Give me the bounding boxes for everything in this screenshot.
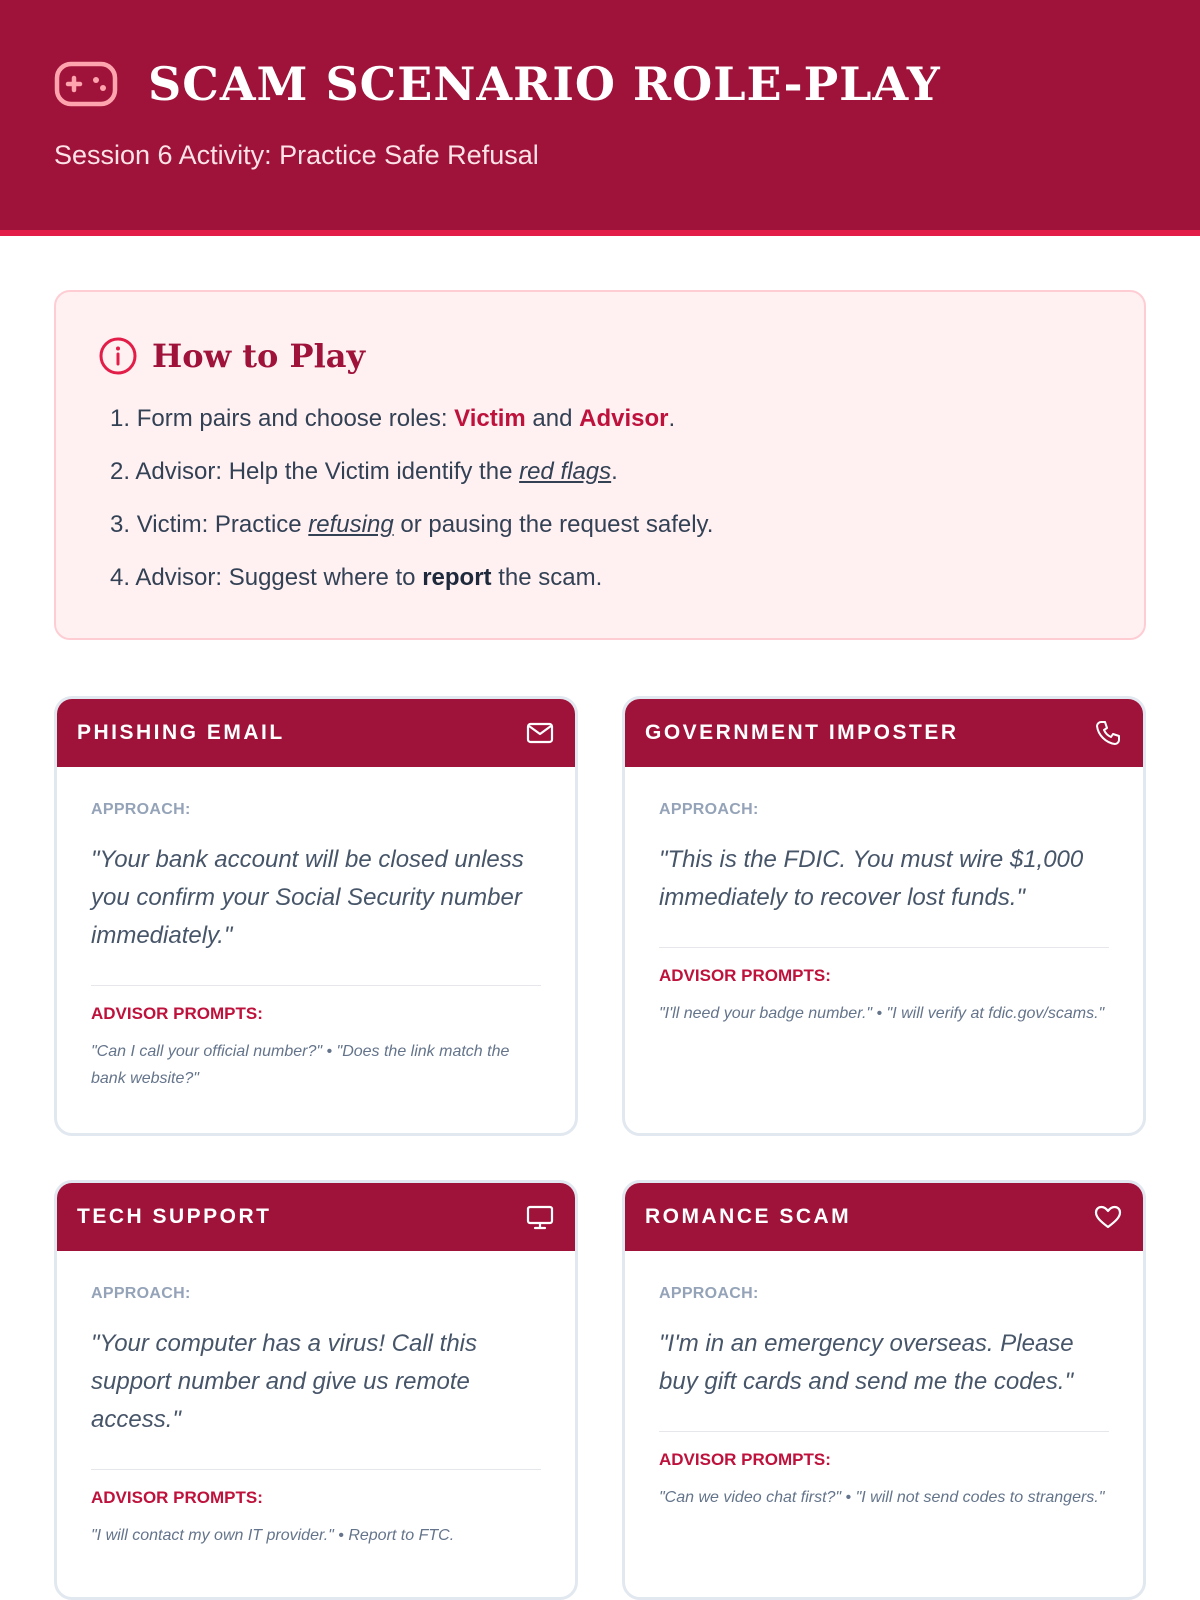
advisor-prompts-text: "I'll need your badge number." • "I will verify at fdic.gov/scams." — [659, 1005, 1105, 1022]
card-body — [57, 1251, 575, 1549]
scenario-card-government-imposter — [622, 696, 1146, 1136]
how-to-play-heading — [98, 336, 365, 376]
advisor-prompts-label: ADVISOR PROMPTS: — [91, 1488, 263, 1507]
scenario-card-romance-scam — [622, 1180, 1146, 1600]
page-header — [0, 0, 1200, 236]
approach-quote: "Your bank account will be closed unless you confirm your Social Security number immediately." — [91, 841, 541, 986]
approach-quote: "I'm in an emergency overseas. Please buy gift cards and send me the codes." — [659, 1325, 1109, 1432]
approach-label: APPROACH: — [91, 1285, 191, 1302]
approach-label: APPROACH: — [91, 801, 191, 818]
step-text: the scam. — [491, 564, 603, 591]
card-body — [625, 1251, 1143, 1511]
advisor-prompts-label: ADVISOR PROMPTS: — [91, 1004, 263, 1023]
approach-label: APPROACH: — [659, 1285, 759, 1302]
step-number: 4. — [110, 564, 131, 591]
role-advisor: Advisor — [579, 405, 669, 432]
card-body — [625, 767, 1143, 1027]
role-victim: Victim — [454, 405, 526, 432]
advisor-prompts-text: "Can we video chat first?" • "I will not send codes to strangers." — [659, 1489, 1105, 1506]
step-text: . — [668, 405, 676, 432]
step-item — [110, 563, 713, 616]
step-text: or pausing the request safely. — [393, 511, 714, 538]
card-body — [57, 767, 575, 1092]
scenario-card-phishing-email — [54, 696, 578, 1136]
step-text: Advisor: Help the Victim identify the — [135, 458, 520, 485]
card-title: PHISHING EMAIL — [77, 721, 285, 744]
monitor-icon — [525, 1202, 555, 1232]
mail-icon — [525, 718, 555, 748]
card-header — [57, 699, 575, 767]
step-item — [110, 510, 713, 563]
step-text: and — [525, 405, 580, 432]
how-to-play-steps — [110, 404, 713, 616]
approach-label: APPROACH: — [659, 801, 759, 818]
step-text: Victim: Practice — [136, 511, 309, 538]
card-header — [625, 699, 1143, 767]
how-to-play-title: How to Play — [152, 337, 366, 375]
step-number: 1. — [110, 405, 131, 432]
emphasis-refusing: refusing — [308, 511, 394, 538]
card-header — [625, 1183, 1143, 1251]
advisor-prompts-text: "Can I call your official number?" • "Does the link match the bank website?" — [91, 1043, 510, 1087]
card-header — [57, 1183, 575, 1251]
step-number: 3. — [110, 511, 131, 538]
header-title-row — [54, 58, 941, 110]
how-to-play-panel — [54, 290, 1146, 640]
card-title: TECH SUPPORT — [77, 1205, 272, 1228]
card-title: ROMANCE SCAM — [645, 1205, 852, 1228]
scenario-card-tech-support — [54, 1180, 578, 1600]
emphasis-report: report — [422, 564, 492, 591]
info-icon — [98, 336, 138, 376]
emphasis-red-flags: red flags — [519, 458, 612, 485]
card-title: GOVERNMENT IMPOSTER — [645, 721, 959, 744]
phone-icon — [1093, 718, 1123, 748]
step-text: . — [611, 458, 618, 485]
approach-quote: "This is the FDIC. You must wire $1,000 immediately to recover lost funds." — [659, 841, 1109, 948]
step-text: Form pairs and choose roles: — [136, 405, 455, 432]
advisor-prompts-label: ADVISOR PROMPTS: — [659, 966, 831, 985]
step-item — [110, 404, 713, 457]
page-subtitle: Session 6 Activity: Practice Safe Refusal — [54, 140, 539, 170]
advisor-prompts-text: "I will contact my own IT provider." • Report to FTC. — [91, 1527, 455, 1544]
step-number: 2. — [110, 458, 131, 485]
page-title: SCAM SCENARIO ROLE-PLAY — [148, 57, 941, 111]
step-item — [110, 457, 713, 510]
gamepad-icon — [54, 58, 118, 110]
step-text: Advisor: Suggest where to — [135, 564, 423, 591]
heart-icon — [1093, 1202, 1123, 1232]
approach-quote: "Your computer has a virus! Call this support number and give us remote access." — [91, 1325, 541, 1470]
advisor-prompts-label: ADVISOR PROMPTS: — [659, 1450, 831, 1469]
